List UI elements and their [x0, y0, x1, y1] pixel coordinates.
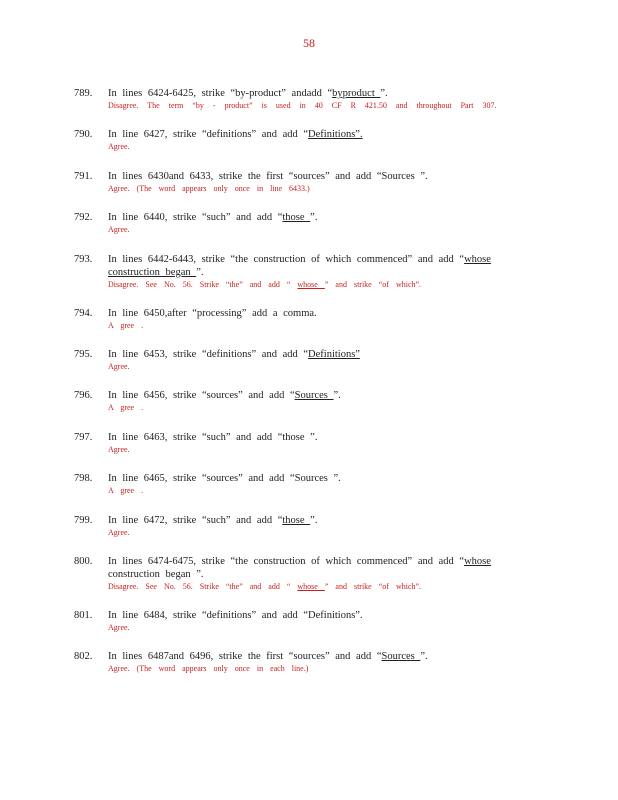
- comment-item: [0, 348, 618, 389]
- item-instruction: In line 6456, strike “sources” and add “Sources ”.: [108, 390, 341, 402]
- item-response: Agree.: [108, 361, 130, 371]
- item-response: Agree.: [108, 225, 130, 235]
- item-number: 794.: [74, 307, 93, 319]
- item-response: Agree.: [108, 444, 130, 454]
- item-instruction: In lines 6487and 6496, strike the first “sources” and add “Sources ”.: [108, 651, 428, 663]
- comment-list: [0, 87, 618, 692]
- item-number: 800.: [74, 555, 93, 567]
- item-number: 792.: [74, 212, 93, 224]
- item-response: Agree. (The word appears only once in line 6433.): [108, 183, 310, 193]
- item-number: 802.: [74, 651, 93, 663]
- item-response: Disagree. See No. 56. Strike “the” and add “ whose ” and strike “of which”.: [108, 279, 422, 289]
- item-response: Agree.: [108, 622, 130, 632]
- item-instruction: In line 6427, strike “definitions” and add “Definitions”.: [108, 129, 363, 141]
- item-instruction: In line 6465, strike “sources” and add “Sources ”.: [108, 473, 341, 485]
- item-number: 798.: [74, 473, 93, 485]
- item-response: A gree .: [108, 486, 144, 496]
- item-instruction: In lines 6442-6443, strike “the construction of which commenced” and add “whose construction began ”.: [108, 253, 491, 278]
- item-instruction: In line 6440, strike “such” and add “those ”.: [108, 212, 318, 224]
- comment-item: [0, 253, 618, 307]
- item-instruction: In lines 6430and 6433, strike the first “sources” and add “Sources ”.: [108, 170, 428, 182]
- comment-item: [0, 128, 618, 169]
- item-response: Disagree. The term “by - product” is used in 40 CF R 421.50 and throughout Part 307.: [108, 101, 497, 110]
- item-number: 789.: [74, 88, 93, 99]
- comment-item: [0, 431, 618, 472]
- comment-item: [0, 472, 618, 513]
- comment-item: [0, 307, 618, 348]
- item-number: 795.: [74, 348, 93, 360]
- comment-item: [0, 514, 618, 555]
- item-number: 796.: [74, 390, 93, 402]
- comment-item: [0, 609, 618, 650]
- item-instruction: In line 6472, strike “such” and add “those ”.: [108, 514, 318, 526]
- item-instruction: In line 6453, strike “definitions” and add “Definitions”: [108, 348, 360, 360]
- comment-item: [0, 211, 618, 252]
- item-instruction: In line 6484, strike “definitions” and add “Definitions”.: [108, 609, 363, 621]
- item-number: 799.: [74, 514, 93, 526]
- item-instruction: In lines 6424-6425, strike “by-product” andadd “byproduct ”.: [108, 88, 388, 99]
- item-response: A gree .: [108, 403, 144, 413]
- item-number: 797.: [74, 431, 93, 443]
- item-number: 790.: [74, 129, 93, 141]
- comment-item: [0, 389, 618, 430]
- item-number: 793.: [74, 253, 93, 265]
- item-response: Agree.: [108, 142, 130, 152]
- item-response: Disagree. See No. 56. Strike “the” and add “ whose ” and strike “of which”.: [108, 581, 422, 591]
- comment-item: [0, 650, 618, 691]
- item-instruction: In line 6450,after “processing” add a comma.: [108, 307, 317, 319]
- item-response: Agree.: [108, 527, 130, 537]
- item-instruction: In lines 6474-6475, strike “the construction of which commenced” and add “whose construction began ”.: [108, 555, 491, 580]
- item-number: 801.: [74, 609, 93, 621]
- item-instruction: In line 6463, strike “such” and add “those ”.: [108, 431, 318, 443]
- item-number: 791.: [74, 170, 93, 182]
- item-response: A gree .: [108, 320, 144, 330]
- comment-item: [0, 87, 618, 128]
- item-response: Agree. (The word appears only once in each line.): [108, 664, 309, 674]
- comment-item: [0, 170, 618, 211]
- comment-item: [0, 555, 618, 609]
- page-number: 58: [303, 36, 315, 50]
